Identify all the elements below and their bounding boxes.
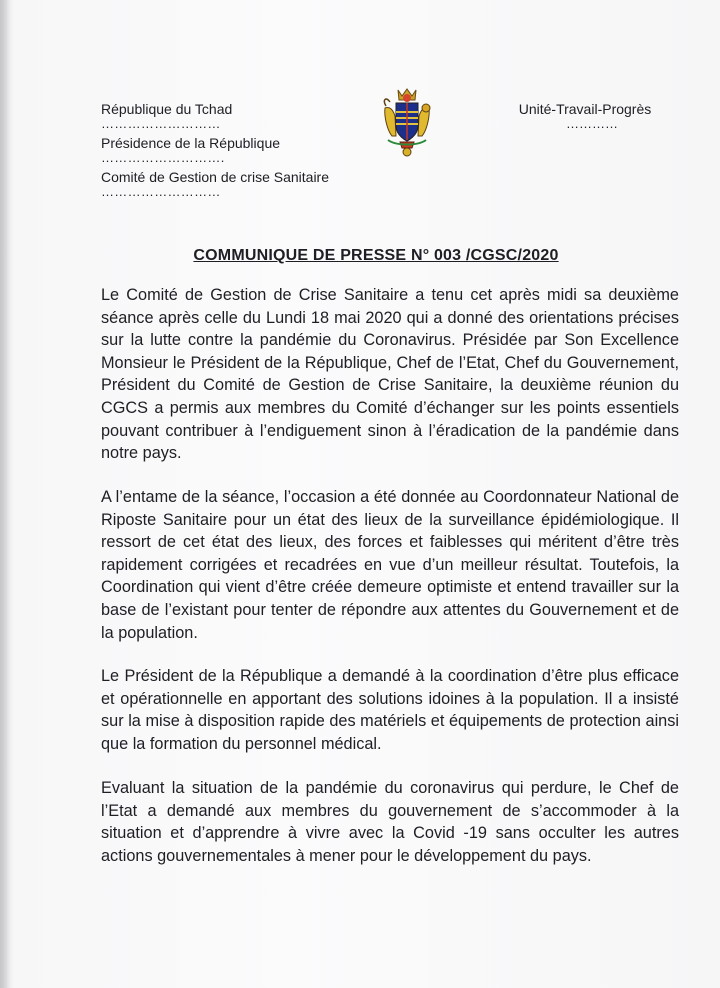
- separator-dots: …………: [566, 116, 618, 131]
- chad-coat-of-arms-icon: [382, 86, 432, 158]
- issuer-block: [101, 100, 361, 202]
- separator-dots: ………………………: [101, 184, 221, 199]
- separator-dots: ………………………: [101, 116, 221, 131]
- paragraph-2: A l’entame de la séance, l’occasion a été donnée au Coordonnateur National de Riposte Sanitaire pour un état des lieux de la surveillance épidémiologique. Il ressort de cet état des lieux, des forces et faiblesses qui méritent d’être très rapidement corrigées et recadrées en vue d’un meilleur résultat. Toutefois, la Coordination qui vient d’être créée demeure optimiste et entend travailler sur la base de l’existant pour tenter de répondre aux attentes du Gouvernement et de la population.: [101, 488, 679, 642]
- country-name: République du Tchad: [101, 101, 233, 117]
- page-edge-shadow: [0, 0, 10, 988]
- national-motto: Unité-Travail-Progrès: [518, 101, 652, 117]
- paragraph-1: Le Comité de Gestion de Crise Sanitaire a tenu cet après midi sa deuxième séance après celle du Lundi 18 mai 2020 qui a donné des orientations précises sur la lutte contre la pandémie du Coronavirus. Présidée par Son Excellence Monsieur le Président de la République, Chef de l’Etat, Chef du Gouvernement, Président du Comité de Gestion de Crise Sanitaire, la deuxième réunion du CGCS a permis aux membres du Comité d’échanger sur les points essentiels pouvant contribuer à l’endiguement sinon à l’éradication de la pandémie dans notre pays.: [101, 286, 679, 463]
- committee-name: Comité de Gestion de crise Sanitaire: [101, 169, 329, 185]
- separator-dots: ……………………….: [101, 150, 225, 165]
- national-motto-block: [500, 100, 670, 130]
- paragraph-4: Evaluant la situation de la pandémie du coronavirus qui perdure, le Chef de l’Etat a demandé aux membres du gouvernement de s’accommoder à la situation et d’apprendre à vivre avec la Covid -19 sans occulter les autres actions gouvernementales à mener pour le développement du pays.: [101, 779, 679, 865]
- press-release-title: COMMUNIQUE DE PRESSE N° 003 /CGSC/2020: [193, 247, 559, 264]
- paragraph-3: Le Président de la République a demandé à la coordination d’être plus efficace et opérationnelle en apportant des solutions idoines à la population. Il a insisté sur la mise à disposition rapide des matériels et équipements de protection ainsi que la formation du personnel médical.: [101, 667, 679, 753]
- presidency-name: Présidence de la République: [101, 135, 281, 151]
